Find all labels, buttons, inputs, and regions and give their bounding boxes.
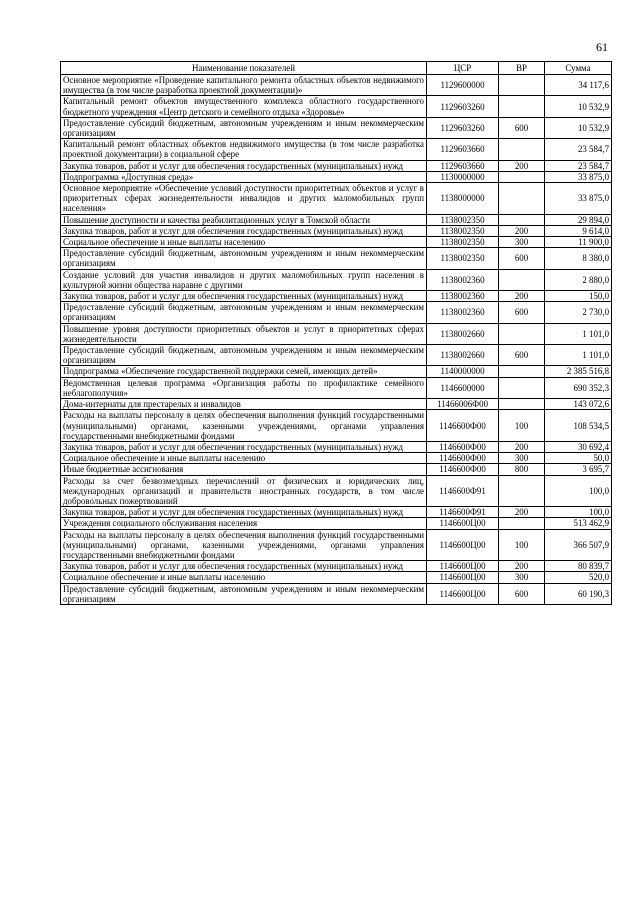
cell-name: Учреждения социального обслуживания населения	[61, 518, 427, 529]
cell-csr: 1138000000	[427, 183, 499, 215]
cell-sum: 30 692,4	[545, 441, 612, 452]
cell-vr	[499, 183, 545, 215]
cell-vr	[499, 269, 545, 290]
cell-csr: 1138002360	[427, 269, 499, 290]
cell-name: Предоставление субсидий бюджетным, автономным учреждениям и иным некоммерческим организациям	[61, 583, 427, 604]
table-row	[61, 183, 612, 215]
cell-vr: 600	[499, 583, 545, 604]
table-row	[61, 377, 612, 398]
table-row	[61, 214, 612, 225]
table-row	[61, 75, 612, 96]
cell-csr: 1129600000	[427, 75, 499, 96]
table-row	[61, 96, 612, 117]
table-row	[61, 518, 612, 529]
cell-csr: 1138002350	[427, 248, 499, 269]
cell-sum: 690 352,3	[545, 377, 612, 398]
page-number: 61	[596, 40, 608, 54]
cell-vr: 300	[499, 453, 545, 464]
cell-vr	[499, 399, 545, 410]
cell-name: Закупка товаров, работ и услуг для обеспечения государственных (муниципальных) нужд	[61, 507, 427, 518]
cell-sum: 2 385 516,8	[545, 366, 612, 377]
cell-name: Закупка товаров, работ и услуг для обеспечения государственных (муниципальных) нужд	[61, 441, 427, 452]
table-row	[61, 366, 612, 377]
table-row	[61, 583, 612, 604]
cell-csr: 1146600Ц00	[427, 572, 499, 583]
table-row	[61, 464, 612, 475]
cell-sum: 150,0	[545, 291, 612, 302]
table-row	[61, 248, 612, 269]
cell-name: Предоставление субсидий бюджетным, автономным учреждениям и иным некоммерческим организациям	[61, 117, 427, 138]
cell-csr: 1146600Ц00	[427, 583, 499, 604]
cell-csr: 1146600Ф91	[427, 475, 499, 507]
cell-vr	[499, 518, 545, 529]
table-row	[61, 410, 612, 442]
table-row	[61, 117, 612, 138]
cell-csr: 1129603660	[427, 139, 499, 160]
cell-sum: 80 839,7	[545, 561, 612, 572]
cell-sum: 10 532,9	[545, 96, 612, 117]
cell-sum: 23 584,7	[545, 160, 612, 171]
cell-name: Социальное обеспечение и иные выплаты населению	[61, 453, 427, 464]
cell-name: Повышение доступности и качества реабилитационных услуг в Томской области	[61, 214, 427, 225]
cell-sum: 513 462,9	[545, 518, 612, 529]
table-header-row	[61, 62, 612, 75]
table-row	[61, 475, 612, 507]
cell-vr	[499, 377, 545, 398]
cell-sum: 520,0	[545, 572, 612, 583]
cell-sum: 9 614,0	[545, 225, 612, 236]
cell-name: Закупка товаров, работ и услуг для обеспечения государственных (муниципальных) нужд	[61, 225, 427, 236]
cell-sum: 366 507,9	[545, 529, 612, 561]
cell-sum: 1 101,0	[545, 323, 612, 344]
cell-csr: 1140000000	[427, 366, 499, 377]
cell-vr: 600	[499, 248, 545, 269]
cell-name: Основное мероприятие «Проведение капитального ремонта областных объектов недвижимого имущества (в том числе разработка проектной документации)»	[61, 75, 427, 96]
cell-csr: 1138002660	[427, 323, 499, 344]
cell-name: Социальное обеспечение и иные выплаты населению	[61, 572, 427, 583]
cell-csr: 1138002660	[427, 345, 499, 366]
table-row	[61, 269, 612, 290]
cell-sum: 143 072,6	[545, 399, 612, 410]
cell-vr	[499, 96, 545, 117]
cell-csr: 11466006Ф00	[427, 399, 499, 410]
table-row	[61, 453, 612, 464]
cell-vr: 200	[499, 507, 545, 518]
cell-vr	[499, 139, 545, 160]
cell-name: Социальное обеспечение и иные выплаты населению	[61, 237, 427, 248]
cell-csr: 1138002350	[427, 237, 499, 248]
cell-vr: 600	[499, 117, 545, 138]
cell-name: Подпрограмма «Доступная среда»	[61, 171, 427, 182]
cell-name: Закупка товаров, работ и услуг для обеспечения государственных (муниципальных) нужд	[61, 291, 427, 302]
cell-name: Закупка товаров, работ и услуг для обеспечения государственных (муниципальных) нужд	[61, 160, 427, 171]
cell-name: Дома-интернаты для престарелых и инвалидов	[61, 399, 427, 410]
cell-vr: 600	[499, 302, 545, 323]
cell-sum: 10 532,9	[545, 117, 612, 138]
table-row	[61, 171, 612, 182]
cell-name: Расходы на выплаты персоналу в целях обеспечения выполнения функций государственными (муниципальными) органами, казенными учреждениями, органами управления государственными внебюджетными фондами	[61, 529, 427, 561]
cell-csr: 1146600Ц00	[427, 529, 499, 561]
cell-csr: 1129603260	[427, 117, 499, 138]
cell-sum: 11 900,0	[545, 237, 612, 248]
budget-table	[60, 61, 612, 605]
table-row	[61, 529, 612, 561]
cell-name: Закупка товаров, работ и услуг для обеспечения государственных (муниципальных) нужд	[61, 561, 427, 572]
cell-vr	[499, 75, 545, 96]
cell-sum: 33 875,0	[545, 171, 612, 182]
table-row	[61, 323, 612, 344]
cell-vr: 300	[499, 237, 545, 248]
cell-vr: 200	[499, 225, 545, 236]
cell-vr	[499, 366, 545, 377]
cell-csr: 1146600Ф00	[427, 441, 499, 452]
cell-name: Предоставление субсидий бюджетным, автономным учреждениям и иным некоммерческим организациям	[61, 302, 427, 323]
header-name: Наименование показателей	[61, 62, 427, 75]
cell-vr	[499, 323, 545, 344]
table-row	[61, 302, 612, 323]
cell-sum: 50,0	[545, 453, 612, 464]
cell-csr: 1146600Ц00	[427, 561, 499, 572]
cell-sum: 3 695,7	[545, 464, 612, 475]
cell-vr: 100	[499, 529, 545, 561]
cell-csr: 1146600Ф91	[427, 507, 499, 518]
table-row	[61, 572, 612, 583]
cell-csr: 1130000000	[427, 171, 499, 182]
cell-sum: 29 894,0	[545, 214, 612, 225]
cell-sum: 1 101,0	[545, 345, 612, 366]
table-body	[61, 75, 612, 605]
cell-sum: 23 584,7	[545, 139, 612, 160]
cell-vr	[499, 475, 545, 507]
cell-vr: 300	[499, 572, 545, 583]
cell-vr: 600	[499, 345, 545, 366]
table-row	[61, 160, 612, 171]
cell-sum: 100,0	[545, 507, 612, 518]
cell-csr: 1138002350	[427, 214, 499, 225]
table-row	[61, 291, 612, 302]
cell-csr: 1129603660	[427, 160, 499, 171]
cell-sum: 2 880,0	[545, 269, 612, 290]
cell-vr: 200	[499, 160, 545, 171]
cell-csr: 1138002360	[427, 302, 499, 323]
cell-csr: 1138002360	[427, 291, 499, 302]
table-row	[61, 561, 612, 572]
cell-vr	[499, 171, 545, 182]
cell-sum: 2 730,0	[545, 302, 612, 323]
table-row	[61, 507, 612, 518]
table-row	[61, 345, 612, 366]
cell-csr: 1146600000	[427, 377, 499, 398]
cell-name: Основное мероприятие «Обеспечение условий доступности приоритетных объектов и услуг в приоритетных сферах жизнедеятельности инвалидов и других маломобильных групп населения»	[61, 183, 427, 215]
cell-name: Предоставление субсидий бюджетным, автономным учреждениям и иным некоммерческим организациям	[61, 248, 427, 269]
cell-sum: 34 117,6	[545, 75, 612, 96]
header-csr: ЦСР	[427, 62, 499, 75]
cell-name: Капитальный ремонт объектов имущественного комплекса областного государственного бюджетного учреждения «Центр детского и семейного отдыха «Здоровье»	[61, 96, 427, 117]
cell-vr: 800	[499, 464, 545, 475]
cell-name: Создание условий для участия инвалидов и других маломобильных групп населения в культурной жизни общества наравне с другими	[61, 269, 427, 290]
cell-name: Предоставление субсидий бюджетным, автономным учреждениям и иным некоммерческим организациям	[61, 345, 427, 366]
cell-csr: 1146600Ф00	[427, 464, 499, 475]
cell-name: Иные бюджетные ассигнования	[61, 464, 427, 475]
cell-sum: 108 534,5	[545, 410, 612, 442]
cell-name: Подпрограмма «Обеспечение государственной поддержки семей, имеющих детей»	[61, 366, 427, 377]
table-row	[61, 237, 612, 248]
cell-csr: 1146600Ф00	[427, 453, 499, 464]
cell-vr: 200	[499, 291, 545, 302]
cell-sum: 100,0	[545, 475, 612, 507]
cell-sum: 60 190,3	[545, 583, 612, 604]
cell-vr: 200	[499, 561, 545, 572]
header-sum: Сумма	[545, 62, 612, 75]
cell-csr: 1129603260	[427, 96, 499, 117]
cell-name: Расходы за счет безвозмездных перечислений от физических и юридических лиц, международных организаций и правительств иностранных государств, в том числе добровольных пожертвований	[61, 475, 427, 507]
table-row	[61, 399, 612, 410]
cell-sum: 8 380,0	[545, 248, 612, 269]
cell-vr: 100	[499, 410, 545, 442]
table-row	[61, 225, 612, 236]
cell-csr: 1138002350	[427, 225, 499, 236]
cell-vr: 200	[499, 441, 545, 452]
header-vr: ВР	[499, 62, 545, 75]
cell-name: Расходы на выплаты персоналу в целях обеспечения выполнения функций государственными (муниципальными) органами, казенными учреждениями, органами управления государственными внебюджетными фондами	[61, 410, 427, 442]
cell-sum: 33 875,0	[545, 183, 612, 215]
cell-csr: 1146600Ц00	[427, 518, 499, 529]
table-row	[61, 139, 612, 160]
table-row	[61, 441, 612, 452]
cell-name: Ведомственная целевая программа «Организация работы по профилактике семейного неблагополучия»	[61, 377, 427, 398]
cell-csr: 1146600Ф00	[427, 410, 499, 442]
cell-name: Повышение уровня доступности приоритетных объектов и услуг в приоритетных сферах жизнедеятельности	[61, 323, 427, 344]
cell-name: Капитальный ремонт областных объектов недвижимого имущества (в том числе разработка проектной документации) в социальной сфере	[61, 139, 427, 160]
cell-vr	[499, 214, 545, 225]
